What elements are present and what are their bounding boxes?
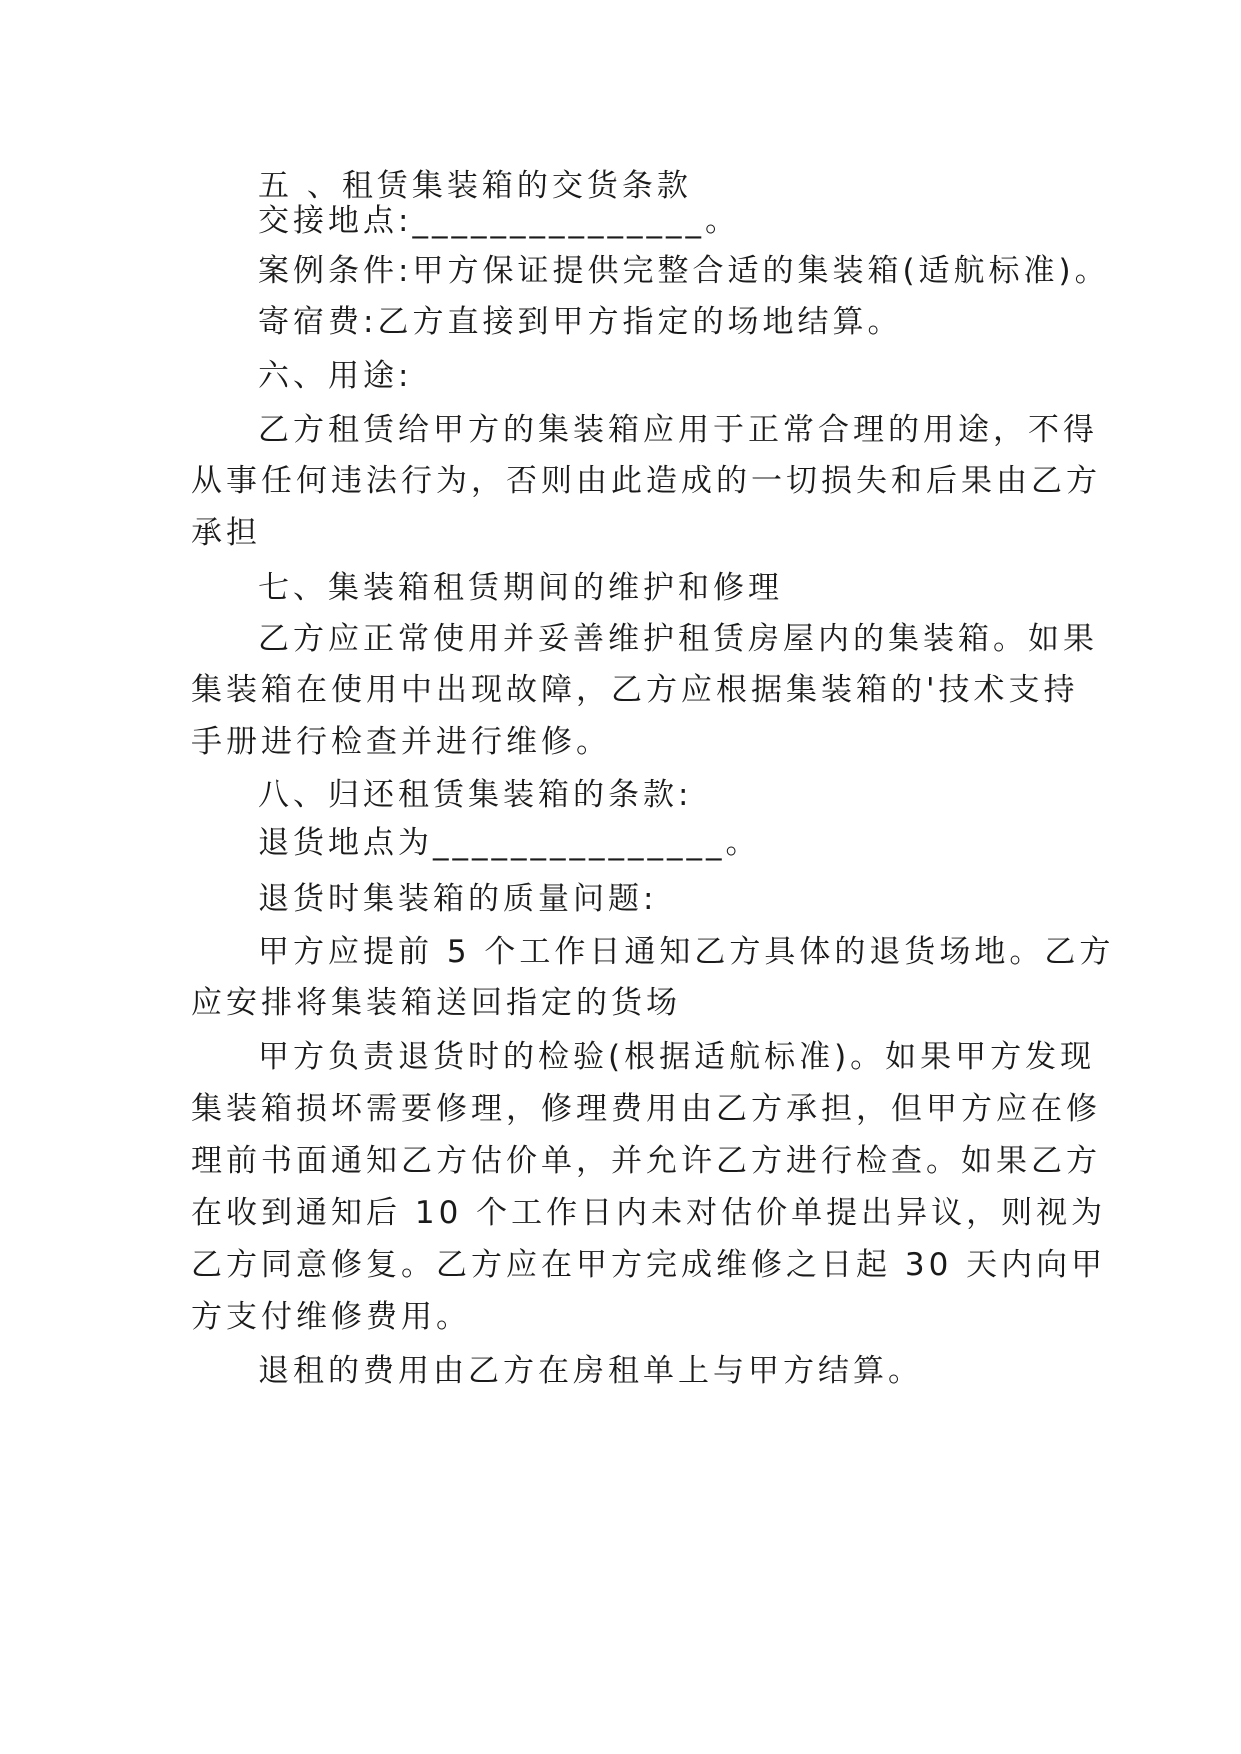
paragraph-line: 退租的费用由乙方在房租单上与甲方结算。 xyxy=(258,1353,923,1389)
paragraph-line: 乙方应正常使用并妥善维护租赁房屋内的集装箱。如果 xyxy=(258,621,1098,657)
section-heading-5: 五 、租赁集装箱的交货条款 xyxy=(258,168,692,204)
paragraph-line: 案例条件:甲方保证提供完整合适的集装箱(适航标准)。 xyxy=(258,253,1110,289)
paragraph-line: 退货地点为_______________。 xyxy=(258,825,761,861)
paragraph-line: 在收到通知后 10 个工作日内未对估价单提出异议，则视为 xyxy=(191,1195,1107,1231)
section-heading-6: 六、用途: xyxy=(258,358,413,394)
section-heading-7: 七、集装箱租赁期间的维护和修理 xyxy=(258,570,783,606)
paragraph-line: 集装箱在使用中出现故障，乙方应根据集装箱的'技术支持 xyxy=(191,672,1079,708)
paragraph-line: 寄宿费:乙方直接到甲方指定的场地结算。 xyxy=(258,304,903,340)
paragraph-line: 方支付维修费用。 xyxy=(191,1299,471,1335)
paragraph-line: 承担 xyxy=(191,515,261,551)
paragraph-line: 交接地点:_______________。 xyxy=(258,203,740,239)
section-heading-8: 八、归还租赁集装箱的条款: xyxy=(258,777,693,813)
paragraph-line: 从事任何违法行为，否则由此造成的一切损失和后果由乙方 xyxy=(191,463,1101,499)
paragraph-line: 集装箱损坏需要修理，修理费用由乙方承担，但甲方应在修 xyxy=(191,1091,1101,1127)
paragraph-line: 应安排将集装箱送回指定的货场 xyxy=(191,985,681,1021)
paragraph-line: 乙方租赁给甲方的集装箱应用于正常合理的用途，不得 xyxy=(258,412,1098,448)
paragraph-line: 手册进行检查并进行维修。 xyxy=(191,724,611,760)
paragraph-line: 乙方同意修复。乙方应在甲方完成维修之日起 30 天内向甲 xyxy=(191,1247,1107,1283)
paragraph-line: 甲方负责退货时的检验(根据适航标准)。如果甲方发现 xyxy=(258,1039,1096,1075)
paragraph-line: 理前书面通知乙方估价单，并允许乙方进行检查。如果乙方 xyxy=(191,1143,1101,1179)
paragraph-line: 退货时集装箱的质量问题: xyxy=(258,881,658,917)
paragraph-line: 甲方应提前 5 个工作日通知乙方具体的退货场地。乙方 xyxy=(258,934,1115,970)
